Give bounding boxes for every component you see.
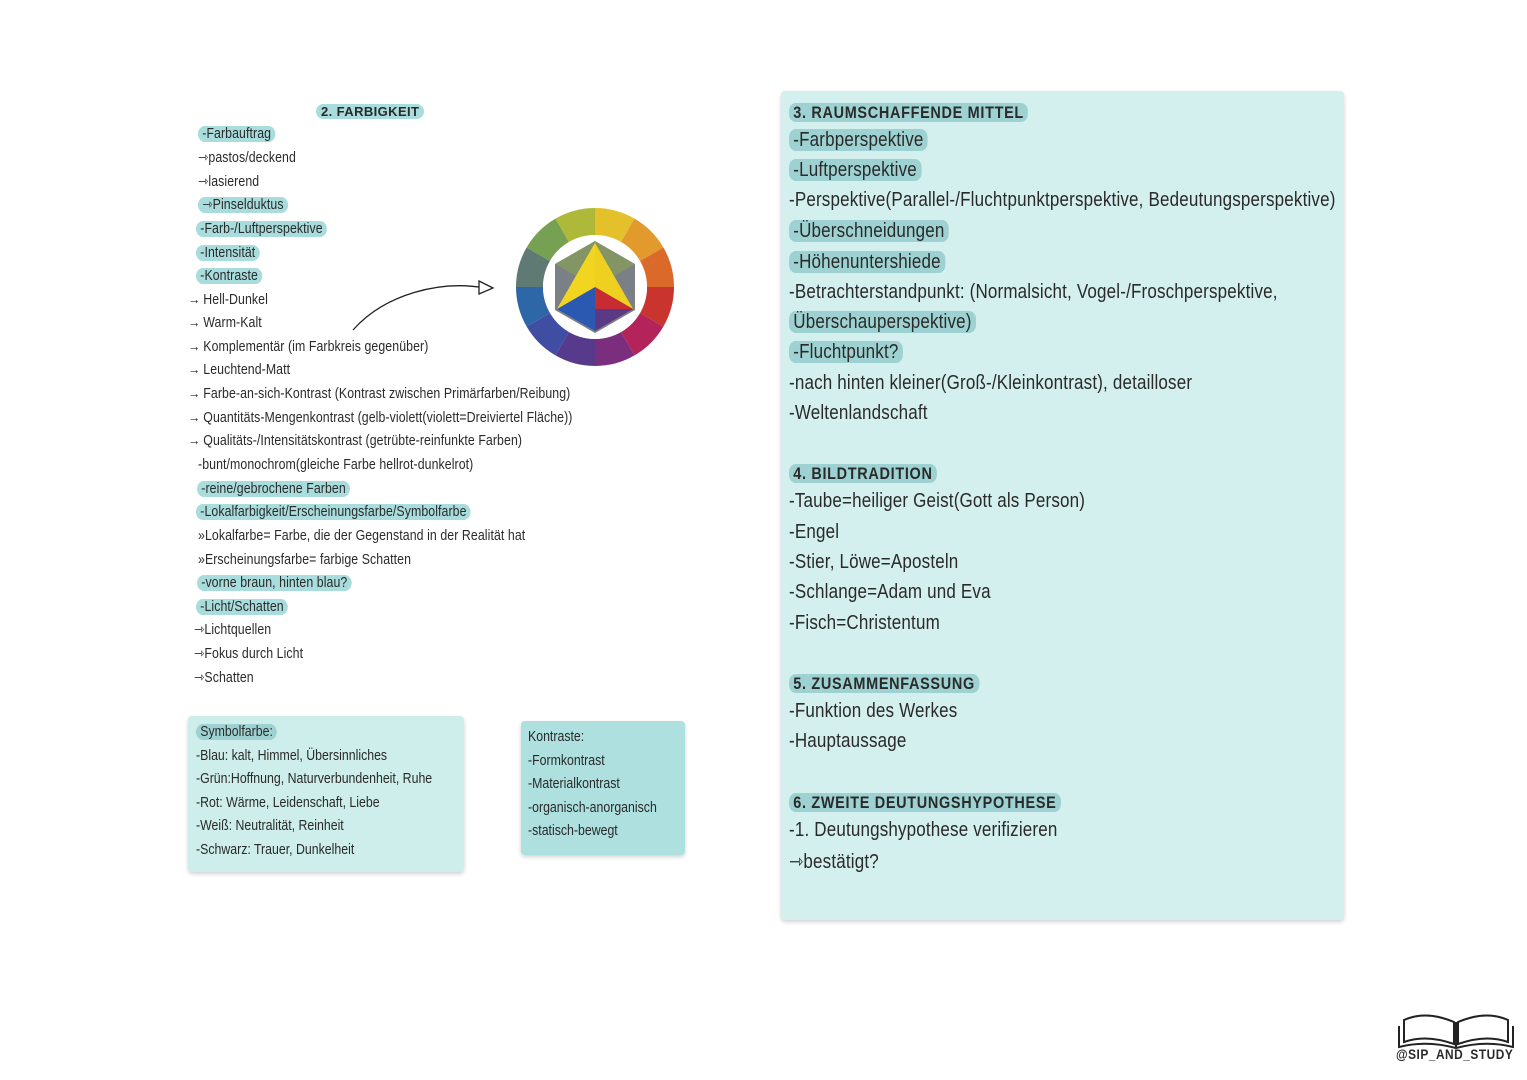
list-item: -reine/gebrochene Farben (197, 481, 350, 497)
list-item: -Farbperspektive (789, 129, 928, 152)
section-raumschaffende-title: 3. RAUMSCHAFFENDE MITTEL (789, 103, 1028, 123)
arrow-right-icon: → (188, 339, 201, 355)
list-item: -Betrachterstandpunkt: (Normalsicht, Vogel-/Froschperspektive, (789, 281, 1278, 303)
symbolfarbe-title: Symbolfarbe: (196, 724, 277, 740)
curved-arrow-icon (345, 272, 505, 336)
list-item: -bunt/monochrom(gleiche Farbe hellrot-dunkelrot) (198, 457, 474, 473)
list-item: -organisch-anorganisch (528, 800, 657, 816)
symbolfarbe-box (188, 716, 464, 872)
list-item: -Perspektive(Parallel-/Fluchtpunktperspektive, Bedeutungsperspektive) (789, 189, 1336, 211)
arrow-right-icon: → (188, 386, 201, 402)
list-item: -nach hinten kleiner(Groß-/Kleinkontrast), detailloser (789, 372, 1193, 394)
list-item: ⇾lasierend (198, 174, 260, 190)
arrow-right-icon: → (188, 292, 201, 308)
list-item: ⇾Lichtquellen (194, 622, 272, 638)
arrow-right-icon: → (188, 433, 201, 449)
section-farbigkeit-title: 2. FARBIGKEIT (316, 104, 424, 119)
list-item: -Grün:Hoffnung, Naturverbundenheit, Ruhe (196, 771, 433, 787)
watermark (1396, 1010, 1516, 1074)
list-item: -Farb-/Luftperspektive (196, 221, 327, 237)
list-item: -Weiß: Neutralität, Reinheit (196, 818, 344, 834)
list-item: → Leuchtend-Matt (188, 362, 291, 378)
list-item: -Hauptaussage (789, 730, 907, 752)
list-item: → Hell-Dunkel (188, 292, 268, 308)
section-bildtradition-title: 4. BILDTRADITION (789, 464, 937, 484)
list-item: ⇾bestätigt? (789, 851, 879, 873)
list-item: -Fisch=Christentum (789, 612, 940, 634)
list-item: -vorne braun, hinten blau? (197, 575, 352, 591)
right-panel (781, 91, 1344, 920)
list-item: »Lokalfarbe= Farbe, die der Gegenstand in der Realität hat (198, 528, 526, 544)
list-item: -Überschneidungen (789, 220, 949, 243)
list-item: ⇾Schatten (194, 670, 254, 686)
list-item: → Quantitäts-Mengenkontrast (gelb-violett(violett=Dreiviertel Fläche)) (188, 410, 573, 426)
list-item: -statisch-bewegt (528, 823, 618, 839)
kontraste-box (521, 721, 685, 855)
list-item: → Farbe-an-sich-Kontrast (Kontrast zwischen Primärfarben/Reibung) (188, 386, 571, 402)
list-item: -1. Deutungshypothese verifizieren (789, 819, 1058, 841)
list-item: ⇾Pinselduktus (198, 197, 288, 213)
list-item: -Rot: Wärme, Leidenschaft, Liebe (196, 795, 380, 811)
list-item: »Erscheinungsfarbe= farbige Schatten (198, 552, 412, 568)
list-item: -Fluchtpunkt? (789, 341, 903, 364)
list-item: -Lokalfarbigkeit/Erscheinungsfarbe/Symbolfarbe (196, 504, 471, 520)
list-item: -Funktion des Werkes (789, 700, 958, 722)
list-item: → Warm-Kalt (188, 315, 262, 331)
section-zusammenfassung-title: 5. ZUSAMMENFASSUNG (789, 674, 979, 694)
list-item: -Taube=heiliger Geist(Gott als Person) (789, 490, 1086, 512)
list-item: -Materialkontrast (528, 776, 620, 792)
list-item: -Engel (789, 521, 840, 543)
list-item: ⇾pastos/deckend (198, 150, 296, 166)
list-item: -Blau: kalt, Himmel, Übersinnliches (196, 748, 388, 764)
list-item: Überschauperspektive) (789, 311, 976, 334)
list-item: -Stier, Löwe=Aposteln (789, 551, 959, 573)
list-item: -Höhenuntershiede (789, 251, 945, 274)
arrow-right-icon: → (188, 315, 201, 331)
section-deutungshypothese-title: 6. ZWEITE DEUTUNGSHYPOTHESE (789, 793, 1061, 813)
list-item: -Intensität (196, 245, 260, 261)
list-item: → Qualitäts-/Intensitätskontrast (getrübte-reinfunkte Farben) (188, 433, 523, 449)
list-item: -Licht/Schatten (196, 599, 288, 615)
kontraste-title: Kontraste: (528, 729, 585, 745)
list-item: → Komplementär (im Farbkreis gegenüber) (188, 339, 429, 355)
list-item: -Formkontrast (528, 753, 605, 769)
list-item: -Kontraste (196, 268, 262, 284)
list-item: ⇾Fokus durch Licht (194, 646, 304, 662)
list-item: -Schwarz: Trauer, Dunkelheit (196, 842, 355, 858)
watermark-text: @SIP_AND_STUDY (1396, 1046, 1514, 1062)
list-item: -Luftperspektive (789, 159, 921, 182)
color-wheel-icon (514, 207, 676, 367)
open-book-icon (1396, 1010, 1516, 1050)
arrow-right-icon: → (188, 362, 201, 378)
arrow-right-icon: → (188, 410, 201, 426)
list-item: -Farbauftrag (198, 126, 275, 142)
list-item: -Weltenlandschaft (789, 402, 928, 424)
list-item: -Schlange=Adam und Eva (789, 581, 991, 603)
